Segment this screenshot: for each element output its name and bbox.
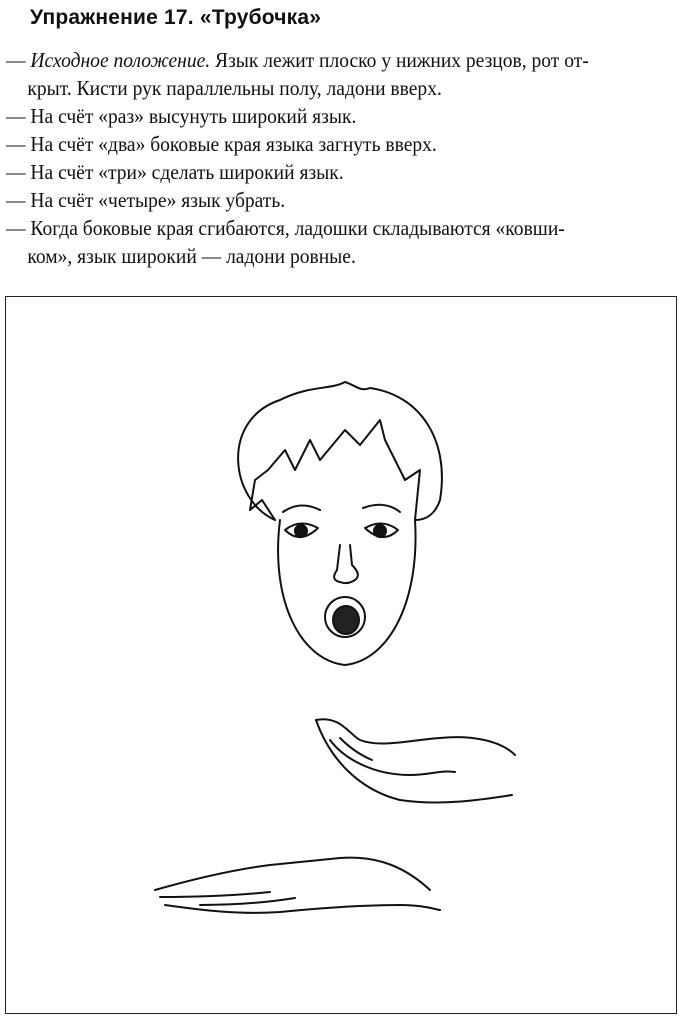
instruction-text: Язык лежит плоско у нижних резцов, рот от- xyxy=(210,48,589,72)
exercise-title: Упражнение 17. «Трубочка» xyxy=(30,6,322,29)
instruction-1-cont: крыт. Кисти рук параллельны полу, ладони вверх. xyxy=(27,76,442,100)
instruction-2: — На счёт «раз» высунуть широкий язык. xyxy=(6,104,357,128)
instruction-3: — На счёт «два» боковые края языка загнуть вверх. xyxy=(6,132,437,156)
lower-flat-hand-illustration xyxy=(155,858,440,913)
child-face-illustration xyxy=(238,382,442,665)
dash: — xyxy=(6,48,31,72)
instruction-6-cont: ком», язык широкий — ладони ровные. xyxy=(27,244,356,268)
instruction-6: — Когда боковые края сгибаются, ладошки складываются «ковши- xyxy=(6,216,565,240)
starting-position-label: Исходное положение. xyxy=(30,48,211,72)
upper-cupped-hand-illustration xyxy=(316,719,515,802)
instruction-5: — На счёт «четыре» язык убрать. xyxy=(6,188,286,212)
instruction-4: — На счёт «три» сделать широкий язык. xyxy=(6,160,344,184)
